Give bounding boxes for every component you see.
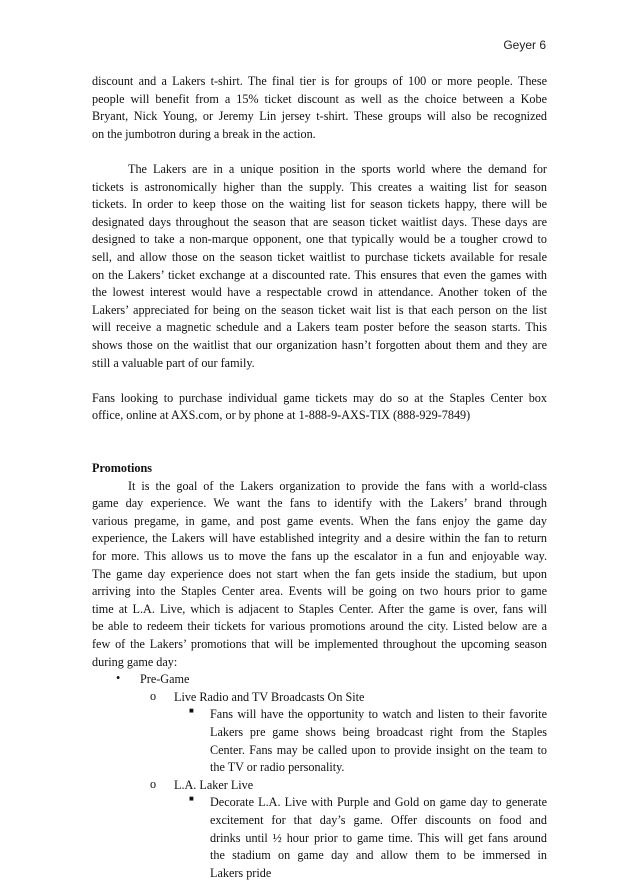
paragraph-individual-tickets <box>92 390 547 425</box>
text-line: experience, the Lakers will have established integrity and a desire within the fan to return <box>92 531 547 546</box>
text-line: game day experience. We want the fans to identify with the Lakers’ brand through <box>92 496 547 511</box>
text-line: drinks until ½ hour prior to game time. This will get fans around <box>210 830 547 845</box>
text-line: Bryant, Nick Young, or Jeremy Lin jersey t-shirt. These groups will also be recognized <box>92 109 547 124</box>
text-line: Fans looking to purchase individual game tickets may do so at the Staples Center box <box>92 390 547 405</box>
list-item-label: Live Radio and TV Broadcasts On Site <box>174 689 365 704</box>
text-line: The Lakers are in a unique position in the sports world where the demand for <box>128 161 547 176</box>
section-promotions <box>92 460 547 671</box>
bullet-square-icon: ■ <box>189 706 194 716</box>
list-item-label: L.A. Laker Live <box>174 777 254 792</box>
bullet-circle-icon: o <box>150 688 157 703</box>
text-line: the lowest interest would have a respectable crowd in attendance. Another token of the <box>92 285 547 300</box>
text-line: for more. This allows us to move the fans up the escalator in a fun and enjoyable way. <box>92 549 547 564</box>
text-line: Decorate L.A. Live with Purple and Gold on game day to generate <box>210 795 547 810</box>
bullet-circle-icon: o <box>150 776 157 791</box>
text-line: designed to take a non-marque opponent, one that typically would be a tougher crowd to <box>92 232 547 247</box>
text-line: shows those on the waitlist that our organization hasn’t forgotten about them and they are <box>92 337 547 352</box>
text-line: time at L.A. Live, which is adjacent to Staples Center. After the game is over, fans will <box>92 601 547 616</box>
paragraph-waitlist <box>92 161 547 372</box>
text-line: tickets. In order to keep those on the waiting list for season tickets happy, there will be <box>92 197 547 212</box>
text-line: sell, and allow those on the season ticket waitlist to purchase tickets available for resale <box>92 249 547 264</box>
promotions-list <box>92 671 547 882</box>
text-line: still a valuable part of our family. <box>92 355 255 370</box>
list-item-pregame <box>92 671 547 689</box>
text-line: tickets is astronomically higher than the supply. This creates a waiting list for season <box>92 179 547 194</box>
paragraph-group-discount <box>92 73 547 143</box>
list-item-radio-tv <box>92 689 547 707</box>
text-line: on the Lakers’ ticket exchange at a discounted rate. This ensures that even the games with <box>92 267 547 282</box>
text-line: excitement for that day’s game. Offer discounts on food and <box>210 812 547 827</box>
text-line: people will benefit from a 15% ticket discount as well as the choice between a Kobe <box>92 91 547 106</box>
text-line: Lakers pride <box>210 865 272 880</box>
bullet-square-icon: ■ <box>189 794 194 804</box>
text-line: during game day: <box>92 654 178 669</box>
text-line: It is the goal of the Lakers organization to provide the fans with a world-class <box>128 478 547 493</box>
text-line: The game day experience does not start when the fan gets inside the stadium, but upon <box>92 566 547 581</box>
text-line: Fans will have the opportunity to watch and listen to their favorite <box>210 707 547 722</box>
text-line: few of the Lakers’ promotions that will be implemented throughout the upcoming season <box>92 637 547 651</box>
page-header: Geyer 6 <box>503 38 546 52</box>
text-line: the TV or radio personality. <box>210 760 345 775</box>
text-line: be able to redeem their tickets for various promotions around the city. Listed below are a <box>92 619 547 634</box>
text-line: on the jumbotron during a break in the action. <box>92 126 316 141</box>
text-line: Lakers’ appreciated for being on the season ticket wait list is that each person on the list <box>92 302 547 317</box>
list-item-la-live <box>92 777 547 795</box>
text-line: will receive a magnetic schedule and a Lakers team poster before the season starts. This <box>92 320 547 335</box>
section-heading: Promotions <box>92 461 153 476</box>
text-line: office, online at AXS.com, or by phone at 1-888-9-AXS-TIX (888-929-7849) <box>92 408 471 423</box>
list-item-radio-tv-detail <box>92 706 547 724</box>
text-line: Center. Fans may be called upon to provide insight on the team to <box>210 742 547 757</box>
text-line: the stadium on game day and allow them to be immersed in <box>210 848 547 863</box>
list-item-label: Pre-Game <box>140 672 190 687</box>
list-item-la-live-detail <box>92 794 547 812</box>
text-line: designated days throughout the season that are season ticket waitlist days. These days are <box>92 214 547 229</box>
bullet-disc-icon: • <box>116 671 121 686</box>
text-line: arriving into the Staples Center area. Events will be going on two hours prior to game <box>92 584 547 599</box>
document-body <box>92 73 547 882</box>
text-line: Lakers pre game shows being broadcast right from the Staples <box>210 724 547 739</box>
text-line: discount and a Lakers t-shirt. The final tier is for groups of 100 or more people. These <box>92 74 547 88</box>
text-line: various pregame, in game, and post game events. When the fans enjoy the game day <box>92 513 547 528</box>
